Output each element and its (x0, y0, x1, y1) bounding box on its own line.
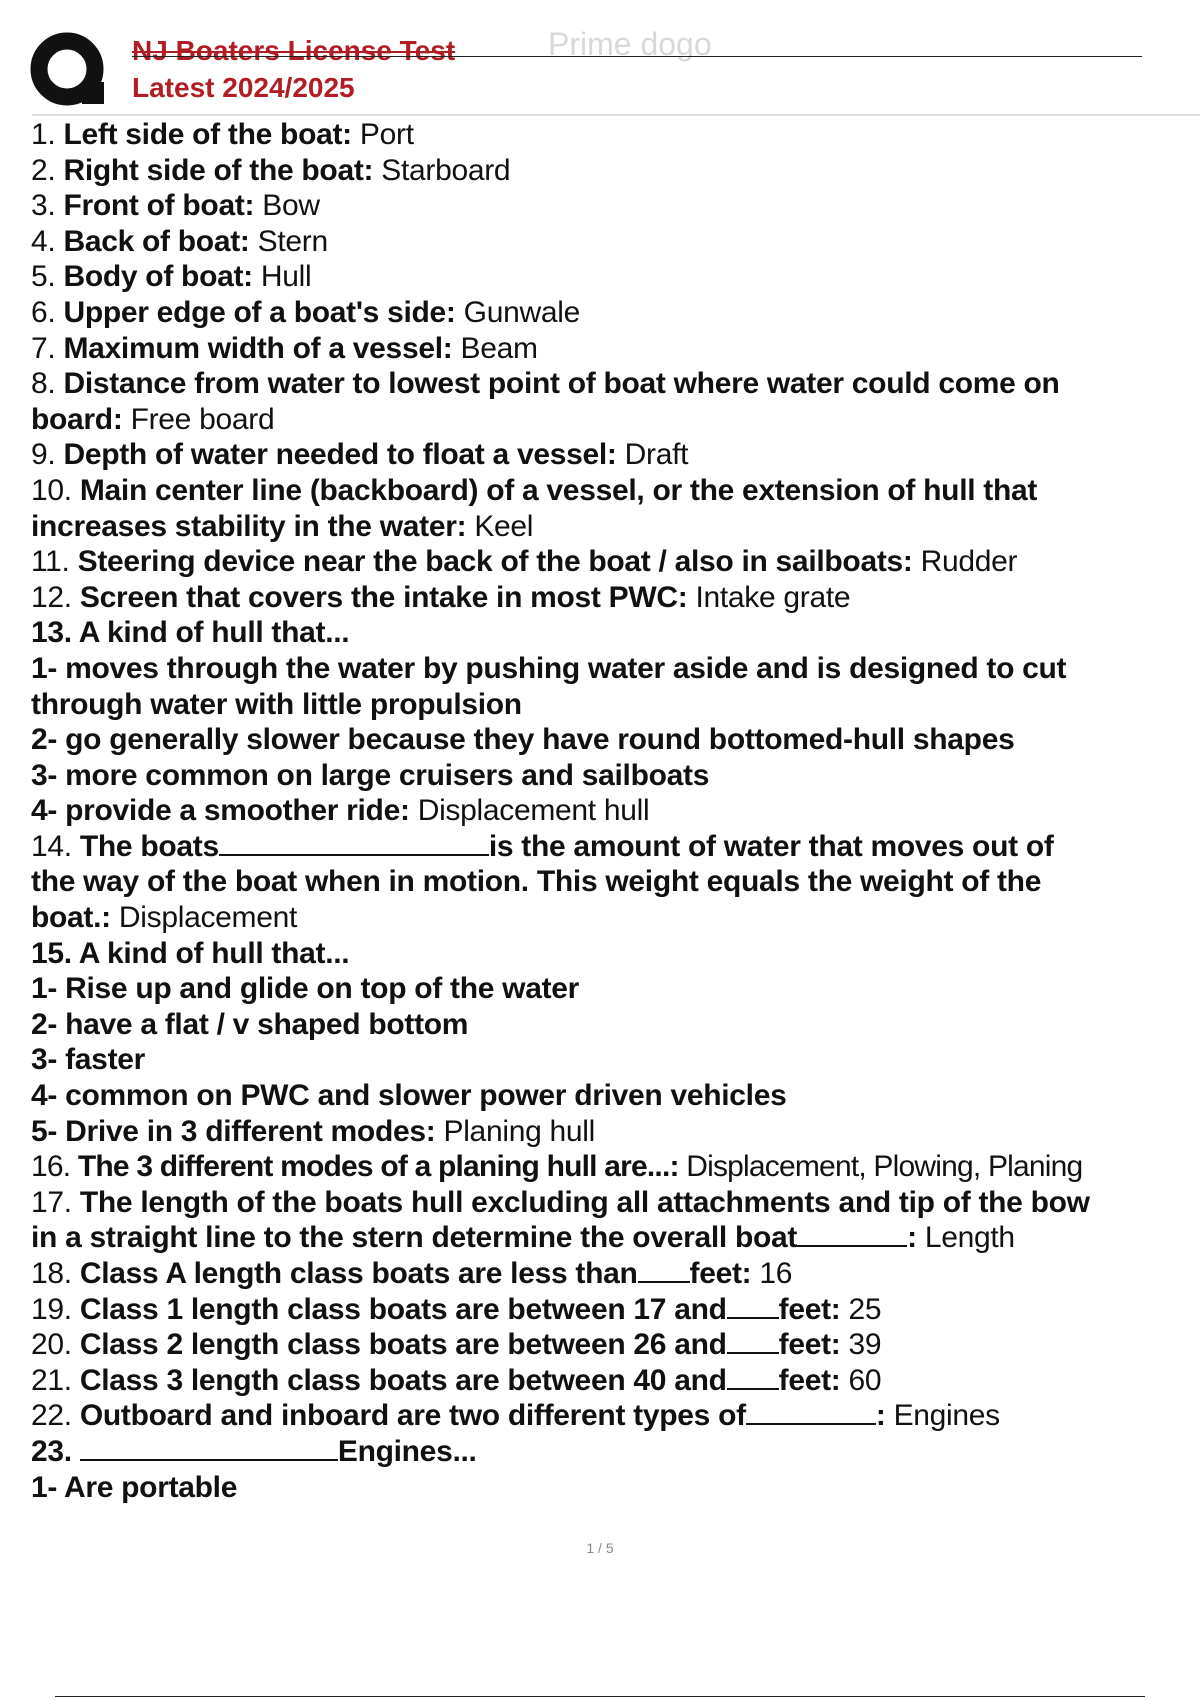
answer-blank (80, 1458, 338, 1461)
question-line: 2- have a flat / v shaped bottom (31, 1007, 469, 1041)
question-line: 22. Outboard and inboard are two different types of : Engines (31, 1399, 1000, 1433)
question-line: 4- common on PWC and slower power driven vehicles (31, 1079, 787, 1113)
question-line: 9. Depth of water needed to float a vessel: Draft (31, 438, 689, 472)
question-line: through water with little propulsion (31, 687, 522, 721)
question-line: 12. Screen that covers the intake in most PWC: Intake grate (31, 580, 851, 614)
question-line: 5- Drive in 3 different modes: Planing hull (31, 1114, 595, 1148)
document-subtitle: Latest 2024/2025 (132, 72, 355, 103)
question-line: 3. Front of boat: Bow (31, 189, 320, 223)
question-line: the way of the boat when in motion. This weight equals the weight of the (31, 865, 1042, 899)
question-line: 1. Left side of the boat: Port (31, 118, 414, 151)
answer-blank (219, 853, 489, 856)
answer-blank (638, 1280, 690, 1283)
question-line: 5. Body of boat: Hull (31, 260, 312, 294)
question-line: in a straight line to the stern determine the overall boat : Length (31, 1221, 1015, 1255)
question-line: 4- provide a smoother ride: Displacement hull (31, 794, 650, 828)
question-line: 16. The 3 different modes of a planing hull are...: Displacement, Plowing, Planing (31, 1150, 1083, 1184)
question-line: 3- more common on large cruisers and sailboats (31, 758, 710, 792)
question-line: 17. The length of the boats hull excluding all attachments and tip of the bow (31, 1185, 1090, 1219)
question-line: 18. Class A length class boats are less than feet: 16 (31, 1257, 793, 1290)
answer-blank (746, 1422, 876, 1425)
answer-blank (727, 1316, 779, 1319)
header-rule (132, 56, 1142, 57)
question-line: 19. Class 1 length class boats are between 17 and feet: 25 (31, 1292, 882, 1326)
answer-blank (727, 1351, 779, 1354)
question-line: 21. Class 3 length class boats are between 40 and feet: 60 (31, 1363, 882, 1397)
question-line: 15. A kind of hull that... (31, 936, 350, 970)
question-line: 2. Right side of the boat: Starboard (31, 153, 511, 187)
question-line: 6. Upper edge of a boat's side: Gunwale (31, 295, 580, 329)
question-line: 7. Maximum width of a vessel: Beam (31, 331, 538, 365)
header-divider (32, 114, 1200, 116)
question-line: 1- moves through the water by pushing water aside and is designed to cut (31, 651, 1067, 685)
question-list (31, 117, 1197, 1505)
document-title: NJ Boaters License Test (132, 35, 456, 66)
answer-blank (797, 1244, 907, 1247)
question-line: 10. Main center line (backboard) of a vessel, or the extension of hull that (31, 473, 1038, 507)
question-line: 13. A kind of hull that... (31, 616, 350, 650)
question-line: increases stability in the water: Keel (31, 509, 534, 543)
question-line: boat.: Displacement (31, 901, 298, 935)
q-logo-icon (30, 32, 112, 114)
question-line: 20. Class 2 length class boats are between 26 and feet: 39 (31, 1328, 882, 1362)
question-line: 1- Are portable (31, 1470, 238, 1504)
question-line: 3- faster (31, 1043, 146, 1077)
question-line: 4. Back of boat: Stern (31, 224, 328, 258)
question-line: 14. The boats is the amount of water that moves out of (31, 829, 1054, 863)
question-line: 2- go generally slower because they have round bottomed-hull shapes (31, 723, 1015, 757)
footer-rule (55, 1696, 1145, 1697)
question-line: board: Free board (31, 402, 275, 436)
question-line: 11. Steering device near the back of the boat / also in sailboats: Rudder (31, 545, 1018, 579)
question-line: 1- Rise up and glide on top of the water (31, 972, 580, 1006)
brand-watermark: Prime dogo (548, 26, 712, 62)
answer-blank (727, 1387, 779, 1390)
question-line: 8. Distance from water to lowest point of boat where water could come on (31, 367, 1060, 401)
page-indicator: 1 / 5 (586, 1540, 614, 1556)
question-line: 23. Engines... (31, 1434, 477, 1468)
